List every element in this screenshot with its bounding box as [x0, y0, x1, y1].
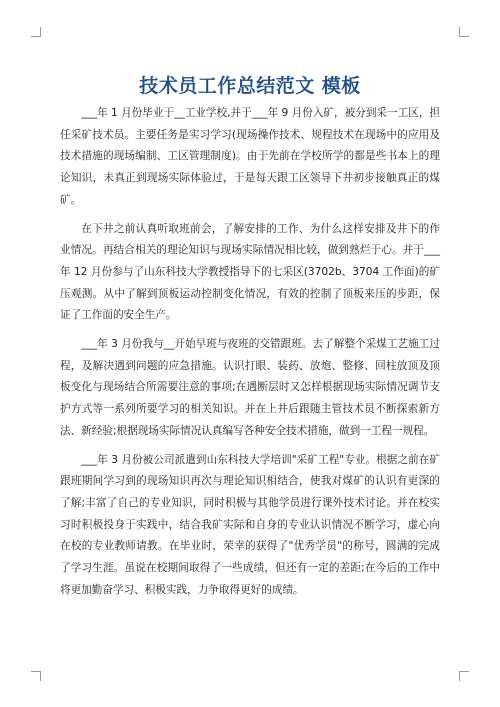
paragraph-3: ___年 3 月份我与__开始早班与夜班的交错跟班。去了解整个采煤工艺施工过程，及解决遇到问题的应急措施。认识打眼、装药、放炮、整修、回柱放顶及顶板变化与现场结合所需要注意的事项;在遇断层时又怎样根据现场实际情况调节支护方式等一系列所要学习的相关知识。并在上井后跟随主管技术员不断探索新方法、新经验;根据现场实际情况认真编写各种安全技术措施，做到一工程一规程。 [60, 338, 440, 437]
document-title: 技术员工作总结范文 模板 [139, 74, 361, 97]
crop-mark-bottom-right [459, 671, 469, 681]
crop-mark-top-right [459, 27, 469, 37]
crop-mark-bottom-left [31, 671, 41, 681]
crop-mark-top-left [31, 27, 41, 37]
paragraph-2: 在下井之前认真听取班前会，了解安排的工作、为什么这样安排及井下的作业情况。再结合相关的理论知识与现场实际情况相比较，做到熟烂于心。并于___年 12 月份参与了山东科技大学教授指导下的七采区(3702b、3704 工作面)的矿压观测。从中了解到顶板运动控制变化情况，有效的控制了顶板来压的步距，保证了工作面的安全生产。 [60, 222, 440, 322]
document-body [60, 103, 440, 608]
paragraph-1: ___年 1 月份毕业于__工业学校,并于___年 9 月份入矿，被分到采一工区，担任采矿技术员。主要任务是实习学习(现场操作技术、规程技术在现场中的应用及技术措施的现场编制、工区管理制度)。由于先前在学校所学的都是些书本上的理论知识，未真正到现场实际体验过，于是每天跟工区领导下井初步接触真正的煤矿。 [60, 107, 440, 206]
paragraph-4: ___年 3 月份被公司派遣到山东科技大学培训"采矿工程"专业。根据之前在矿跟班期间学习到的现场知识再次与理论知识相结合，使我对煤矿的认识有更深的了解;丰富了自己的专业知识，同时积极与其他学员进行课外技术讨论。并在校实习时积极投身于实践中，结合我矿实际和自身的专业认识情况不断学习，虚心向在校的专业教师请教。在毕业时，荣幸的获得了"优秀学员"的称号，圆满的完成了学习生涯。虽说在校期间取得了一些成绩，但还有一定的差距;在今后的工作中将更加勤奋学习、积极实践，力争取得更好的成绩。 [60, 453, 440, 596]
